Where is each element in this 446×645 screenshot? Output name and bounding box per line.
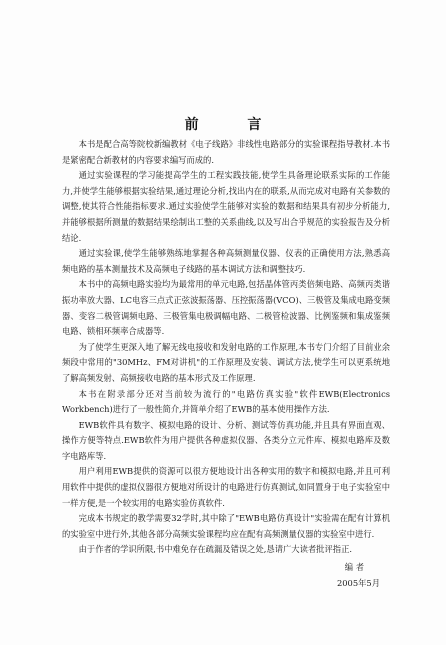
paragraph: 通过实验课程的学习能提高学生的工程实践技能,使学生具备理论联系实际的工作能力,并使学生能够根据实验结果,通过理论分析,找出内在的联系,从而完成对电路有关参数的调整,使其符合性能指标要求.通过实验使学生能够对实验的数据和结果具有初步分析能力,并能够根据所测量的数据结果绘制出工整的关系曲线,以及写出合乎规范的实验报告及分析结论. — [62, 170, 390, 243]
page-title: 前 言 — [184, 117, 284, 133]
paragraph: 通过实验课,使学生能够熟练地掌握各种高频测量仪器、仪表的正确使用方法,熟悉高频电路的基本测量技术及高频电子线路的基本调试方法和调整技巧. — [62, 248, 390, 274]
paragraph: 本书是配合高等院校新编教材《电子线路》非线性电路部分的实验课程指导教材.本书是紧密配合新教材的内容要求编写而成的. — [62, 139, 390, 165]
paragraph: EWB软件具有数字、模拟电路的设计、分析、测试等仿真功能,并且具有界面直观、操作方便等特点.EWB软件为用户提供各种虚拟仪器、各类分立元件库、模拟电路库及数字电路库等. — [62, 419, 390, 461]
preface-body — [62, 137, 390, 558]
paragraph: 本书在附录部分还对当前较为流行的"电路仿真实验"软件EWB(Electronics Workbench)进行了一般性简介,并简单介绍了EWB的基本使用操作方法. — [62, 388, 390, 415]
paragraph: 完成本书规定的教学需要32学时,其中除了"EWB电路仿真设计"实验需在配有计算机的实验室中进行外,其他各部分高频实验课程均应在配有高频测量仪器的实验室中进行. — [62, 513, 390, 539]
author-signature: 编 者 — [344, 562, 364, 572]
paragraph: 本书中的高频电路实验均为最常用的单元电路,包括晶体管丙类倍频电路、高频丙类谐振功率放大器、LC电容三点式正弦波振荡器、压控振荡器(VCO)、三极管及集成电路变频器、变容二极管调频电路、三极管集电极调幅电路、二极管检波器、比例鉴频和集成鉴频电路、锁相环频率合成器等. — [62, 279, 390, 337]
paragraph: 由于作者的学识所限,书中难免存在疏漏及错误之处,恳请广大读者批评指正. — [78, 544, 353, 555]
paragraph: 用户利用EWB提供的资源可以很方便地设计出各种实用的数字和模拟电路,并且可利用软件中提供的虚拟仪器很方便地对所设计的电路进行仿真测试,如同置身于电子实验室中一样方便,是一个较实用的电路实验仿真软件. — [62, 466, 390, 508]
paragraph: 为了使学生更深入地了解无线电接收和发射电路的工作原理,本书专门介绍了目前业余频段中常用的"30MHz、FM对讲机"的工作原理及安装、调试方法,使学生可以更系统地了解高频发射、高频接收电路的基本形式及工作原理. — [62, 341, 390, 383]
signature-date: 2005年5月 — [337, 578, 380, 588]
